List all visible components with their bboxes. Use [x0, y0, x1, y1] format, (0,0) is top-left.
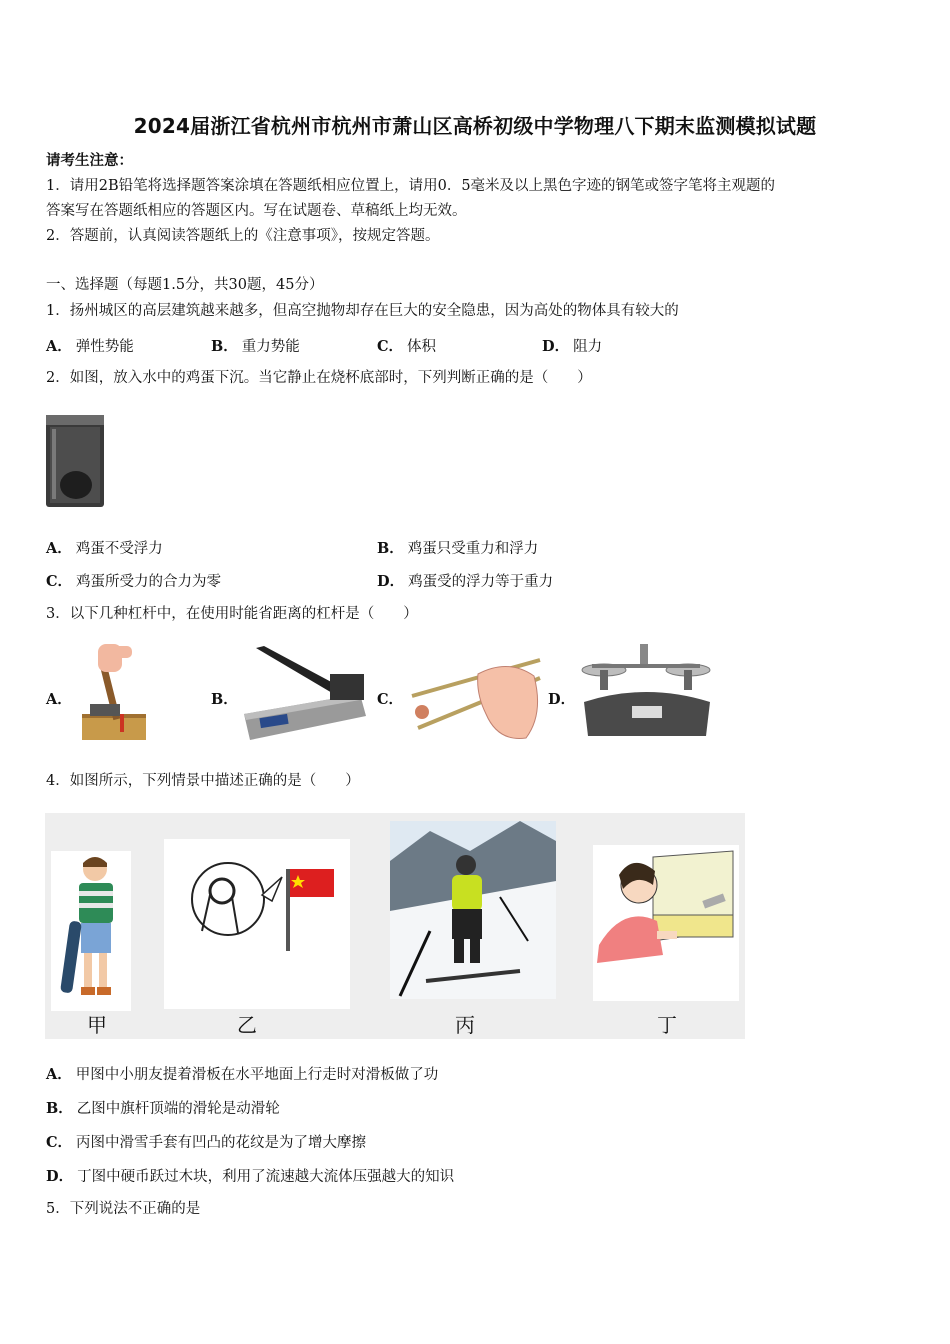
question-4-stem: 4．如图所示，下列情景中描述正确的是（ ）	[46, 773, 360, 789]
notice-item-1: 1．请用2B铅笔将选择题答案涂填在答题纸相应位置上，请用0．5毫米及以上黑色字迹的钢笔或签字笔将主观题的	[46, 178, 776, 194]
notice-item-2: 2．答题前，认真阅读答题纸上的《注意事项》，按规定答题。	[46, 228, 440, 244]
hammer-image	[76, 640, 148, 742]
option-text: 鸡蛋只受重力和浮力	[407, 541, 539, 557]
option-text: 丙图中滑雪手套有凹凸的花纹是为了增大摩擦	[76, 1135, 367, 1151]
question-4-option-d[interactable]	[46, 1165, 454, 1186]
chopsticks-image	[408, 654, 544, 744]
question-2-option-a[interactable]	[46, 537, 163, 558]
figure-label-yi: 乙	[237, 1013, 257, 1037]
option-text: 鸡蛋不受浮力	[75, 541, 163, 557]
page-title: 2024届浙江省杭州市杭州市萧山区高桥初级中学物理八下期末监测模拟试题	[133, 114, 817, 138]
option-letter: D．	[542, 338, 570, 355]
option-text: 丁图中硬币跃过木块，利用了流速越大流体压强越大的知识	[77, 1169, 455, 1185]
figure-label-bing: 丙	[455, 1013, 475, 1037]
question-3-option-d-letter[interactable]: D．	[548, 691, 576, 708]
notice-item-1-cont: 答案写在答题纸相应的答题区内。写在试题卷、草稿纸上均无效。	[46, 203, 467, 219]
question-3-stem: 3．以下几种杠杆中，在使用时能省距离的杠杆是（ ）	[46, 606, 418, 622]
question-3-option-a-letter[interactable]: A．	[46, 691, 72, 708]
option-letter: D．	[377, 573, 405, 590]
question-1-option-b[interactable]	[211, 335, 300, 356]
question-4-option-a[interactable]	[46, 1063, 438, 1084]
question-1-option-d[interactable]	[542, 335, 602, 356]
figure-coin-jump	[593, 845, 739, 1001]
option-text: 甲图中小朋友提着滑板在水平地面上行走时对滑板做了功	[75, 1067, 439, 1083]
question-1-stem: 1．扬州城区的高层建筑越来越多，但高空抛物却存在巨大的安全隐患，因为高处的物体具有较大的	[46, 303, 679, 319]
figure-skier	[390, 821, 556, 999]
stapler-image	[240, 644, 370, 744]
question-1-option-c[interactable]	[377, 335, 436, 356]
question-5-stem: 5．下列说法不正确的是	[46, 1201, 201, 1217]
option-text: 乙图中旗杆顶端的滑轮是动滑轮	[76, 1101, 280, 1117]
option-letter: A．	[46, 338, 72, 355]
question-2-stem: 2．如图，放入水中的鸡蛋下沉。当它静止在烧杯底部时，下列判断正确的是（ ）	[46, 370, 592, 386]
balance-scale-image	[580, 642, 714, 742]
option-text: 弹性势能	[75, 339, 134, 355]
section-heading: 一、选择题（每题1.5分，共30题，45分）	[46, 277, 324, 293]
question-2-option-d[interactable]	[377, 570, 553, 591]
option-letter: C．	[377, 338, 404, 355]
question-4-figure	[45, 813, 745, 1039]
option-text: 阻力	[573, 339, 603, 355]
option-letter: A．	[46, 1066, 72, 1083]
figure-label-ding: 丁	[657, 1013, 677, 1037]
option-text: 重力势能	[241, 339, 300, 355]
option-letter: C．	[46, 573, 73, 590]
question-3-option-b-letter[interactable]: B．	[211, 691, 238, 708]
question-1-option-a[interactable]	[46, 335, 134, 356]
option-letter: B．	[377, 540, 404, 557]
notice-heading: 请考生注意：	[46, 152, 133, 169]
beaker-egg-image	[44, 413, 108, 509]
figure-boy-skateboard	[51, 851, 131, 1011]
option-text: 鸡蛋受的浮力等于重力	[408, 574, 554, 590]
question-3-option-c-letter[interactable]: C．	[377, 691, 404, 708]
figure-flagpole-pulley	[164, 839, 350, 1009]
question-4-option-b[interactable]	[46, 1097, 280, 1118]
option-letter: A．	[46, 540, 72, 557]
figure-label-jia: 甲	[87, 1013, 107, 1037]
question-4-option-c[interactable]	[46, 1131, 366, 1152]
option-text: 鸡蛋所受力的合力为零	[76, 574, 222, 590]
question-2-option-b[interactable]	[377, 537, 538, 558]
option-text: 体积	[407, 339, 437, 355]
option-letter: B．	[211, 338, 238, 355]
question-2-option-c[interactable]	[46, 570, 221, 591]
option-letter: D．	[46, 1168, 74, 1185]
option-letter: C．	[46, 1134, 73, 1151]
option-letter: B．	[46, 1100, 73, 1117]
